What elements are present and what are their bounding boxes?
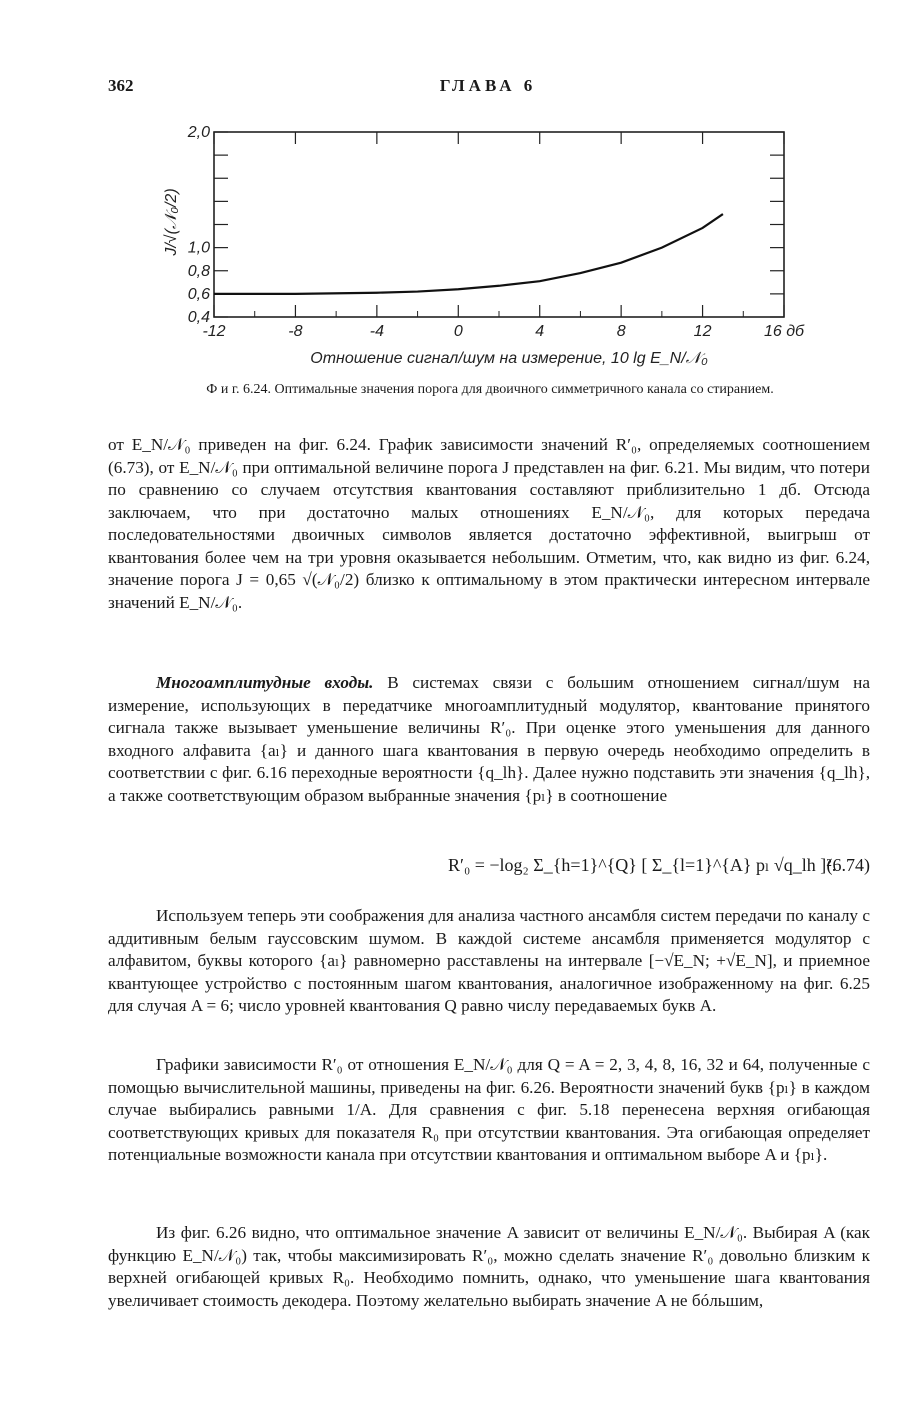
page-number: 362: [108, 76, 134, 95]
chart-labels: [163, 124, 805, 367]
chart-series: [214, 214, 723, 294]
x-tick-label: 0: [453, 323, 463, 340]
x-tick-label: 12: [693, 323, 712, 340]
y-tick-label: 2,0: [187, 124, 210, 141]
chapter-title: ГЛАВА 6: [439, 76, 537, 95]
y-tick-label: 0,4: [187, 309, 210, 326]
threshold-chart: [150, 122, 850, 372]
chart-ticks: [214, 132, 784, 317]
section-run-in-heading: Многоамплитудные входы.: [156, 673, 374, 692]
x-tick-label: 8: [616, 323, 626, 340]
paragraph-2-text: В системах связи с большим отношением сигнал/шум на измерение, использующих в передатчике многоамплитудный модулятор, квантование принятого сигнала также вызывает уменьшение величины R′₀. При оценке этого уменьшения для данного входного алфавита {aₗ} и данного шага квантования в первую очередь необходимо определить в соответствии с фиг. 6.16 переходные вероятности {q_lh}. Далее нужно подставить эти значения {q_lh}, а также соответствующим образом выбранные значения {pₗ} в соотношение: [108, 673, 870, 805]
paragraph-5-text: Из фиг. 6.26 видно, что оптимальное значение A зависит от величины E_N/𝒩₀. Выбирая A (как функцию E_N/𝒩₀) так, чтобы максимизировать R′₀, можно сделать значение R′₀ довольно близким к верхней огибающей кривых R₀. Необходимо помнить, однако, что уменьшение шага квантования увеличивает стоимость декодера. Поэтому желательно выбирать значение A не бóльшим,: [108, 1223, 870, 1310]
x-tick-label: -4: [369, 323, 384, 340]
x-axis-label: Отношение сигнал/шум на измерение, 10 lg E_N/𝒩₀: [310, 350, 708, 367]
x-tick-label: 16 дб: [763, 323, 805, 340]
x-tick-label: -12: [202, 323, 226, 340]
page-header: [108, 76, 868, 100]
plot-frame: [214, 132, 784, 317]
paragraph-4: [108, 1054, 870, 1167]
paragraph-3: [108, 905, 870, 1018]
equation-expression: R′₀ = −log₂ Σ_{h=1}^{Q} [ Σ_{l=1}^{A} pₗ √q_lh ]².: [448, 855, 837, 875]
paragraph-1: [108, 434, 870, 614]
equation-6-74: [108, 845, 870, 897]
y-axis-label: J/√(𝒩₀/2): [163, 188, 180, 256]
threshold-curve: [214, 214, 723, 294]
x-tick-label: 4: [535, 323, 545, 340]
chart-axes: [214, 132, 784, 317]
x-tick-label: -8: [288, 323, 303, 340]
figure-caption: Ф и г. 6.24. Оптимальные значения порога для двоичного симметричного канала со стиранием.: [206, 382, 774, 397]
y-tick-label: 1,0: [187, 239, 210, 257]
paragraph-5: [108, 1222, 870, 1312]
y-tick-label: 0,6: [187, 285, 210, 303]
paragraph-1-text: от E_N/𝒩₀ приведен на фиг. 6.24. График зависимости значений R′₀, определяемых соотношением (6.73), от E_N/𝒩₀ при оптимальной величине порога J представлен на фиг. 6.21. Мы видим, что потери по сравнению со случаем отсутствия квантования составляют приблизительно 1 дб. Отсюда заключаем, что при достаточно малых отношениях E_N/𝒩₀, для которых передача последовательностями двоичных символов является достаточно эффективной, выигрыш от квантования более чем на три уровня оказывается небольшим. Отметим, что, как видно из фиг. 6.24, значение порога J = 0,65 √(𝒩₀/2) близко к оптимальному в этом практически интересном интервале значений E_N/𝒩₀.: [108, 435, 870, 612]
paragraph-2: [108, 672, 870, 807]
paragraph-3-text: Используем теперь эти соображения для анализа частного ансамбля систем передачи по каналу с аддитивным белым гауссовским шумом. В каждой системе ансамбля применяется модулятор с алфавитом, буквы которого {aₗ} равномерно расставлены на интервале [−√E_N; +√E_N], и приемное квантующее устройство с постоянным шагом квантования, аналогичное изображенному на фиг. 6.25 для случая A = 6; число уровней квантования Q равно числу передаваемых букв A.: [108, 906, 870, 1015]
paragraph-4-text: Графики зависимости R′₀ от отношения E_N/𝒩₀ для Q = A = 2, 3, 4, 8, 16, 32 и 64, полученные с помощью вычислительной машины, приведены на фиг. 6.26. Вероятности значений букв {pₗ} в каждом случае выбирались равными 1/A. Для сравнения с фиг. 5.18 перенесена верхняя огибающая соответствующих кривых для показателя R₀ при отсутствии квантования. Эта огибающая определяет потенциальные возможности канала при отсутствии квантования и оптимальном выборе A и {pₗ}.: [108, 1055, 870, 1164]
equation-number: (6.74): [826, 855, 870, 875]
y-tick-label: 0,8: [187, 262, 210, 280]
